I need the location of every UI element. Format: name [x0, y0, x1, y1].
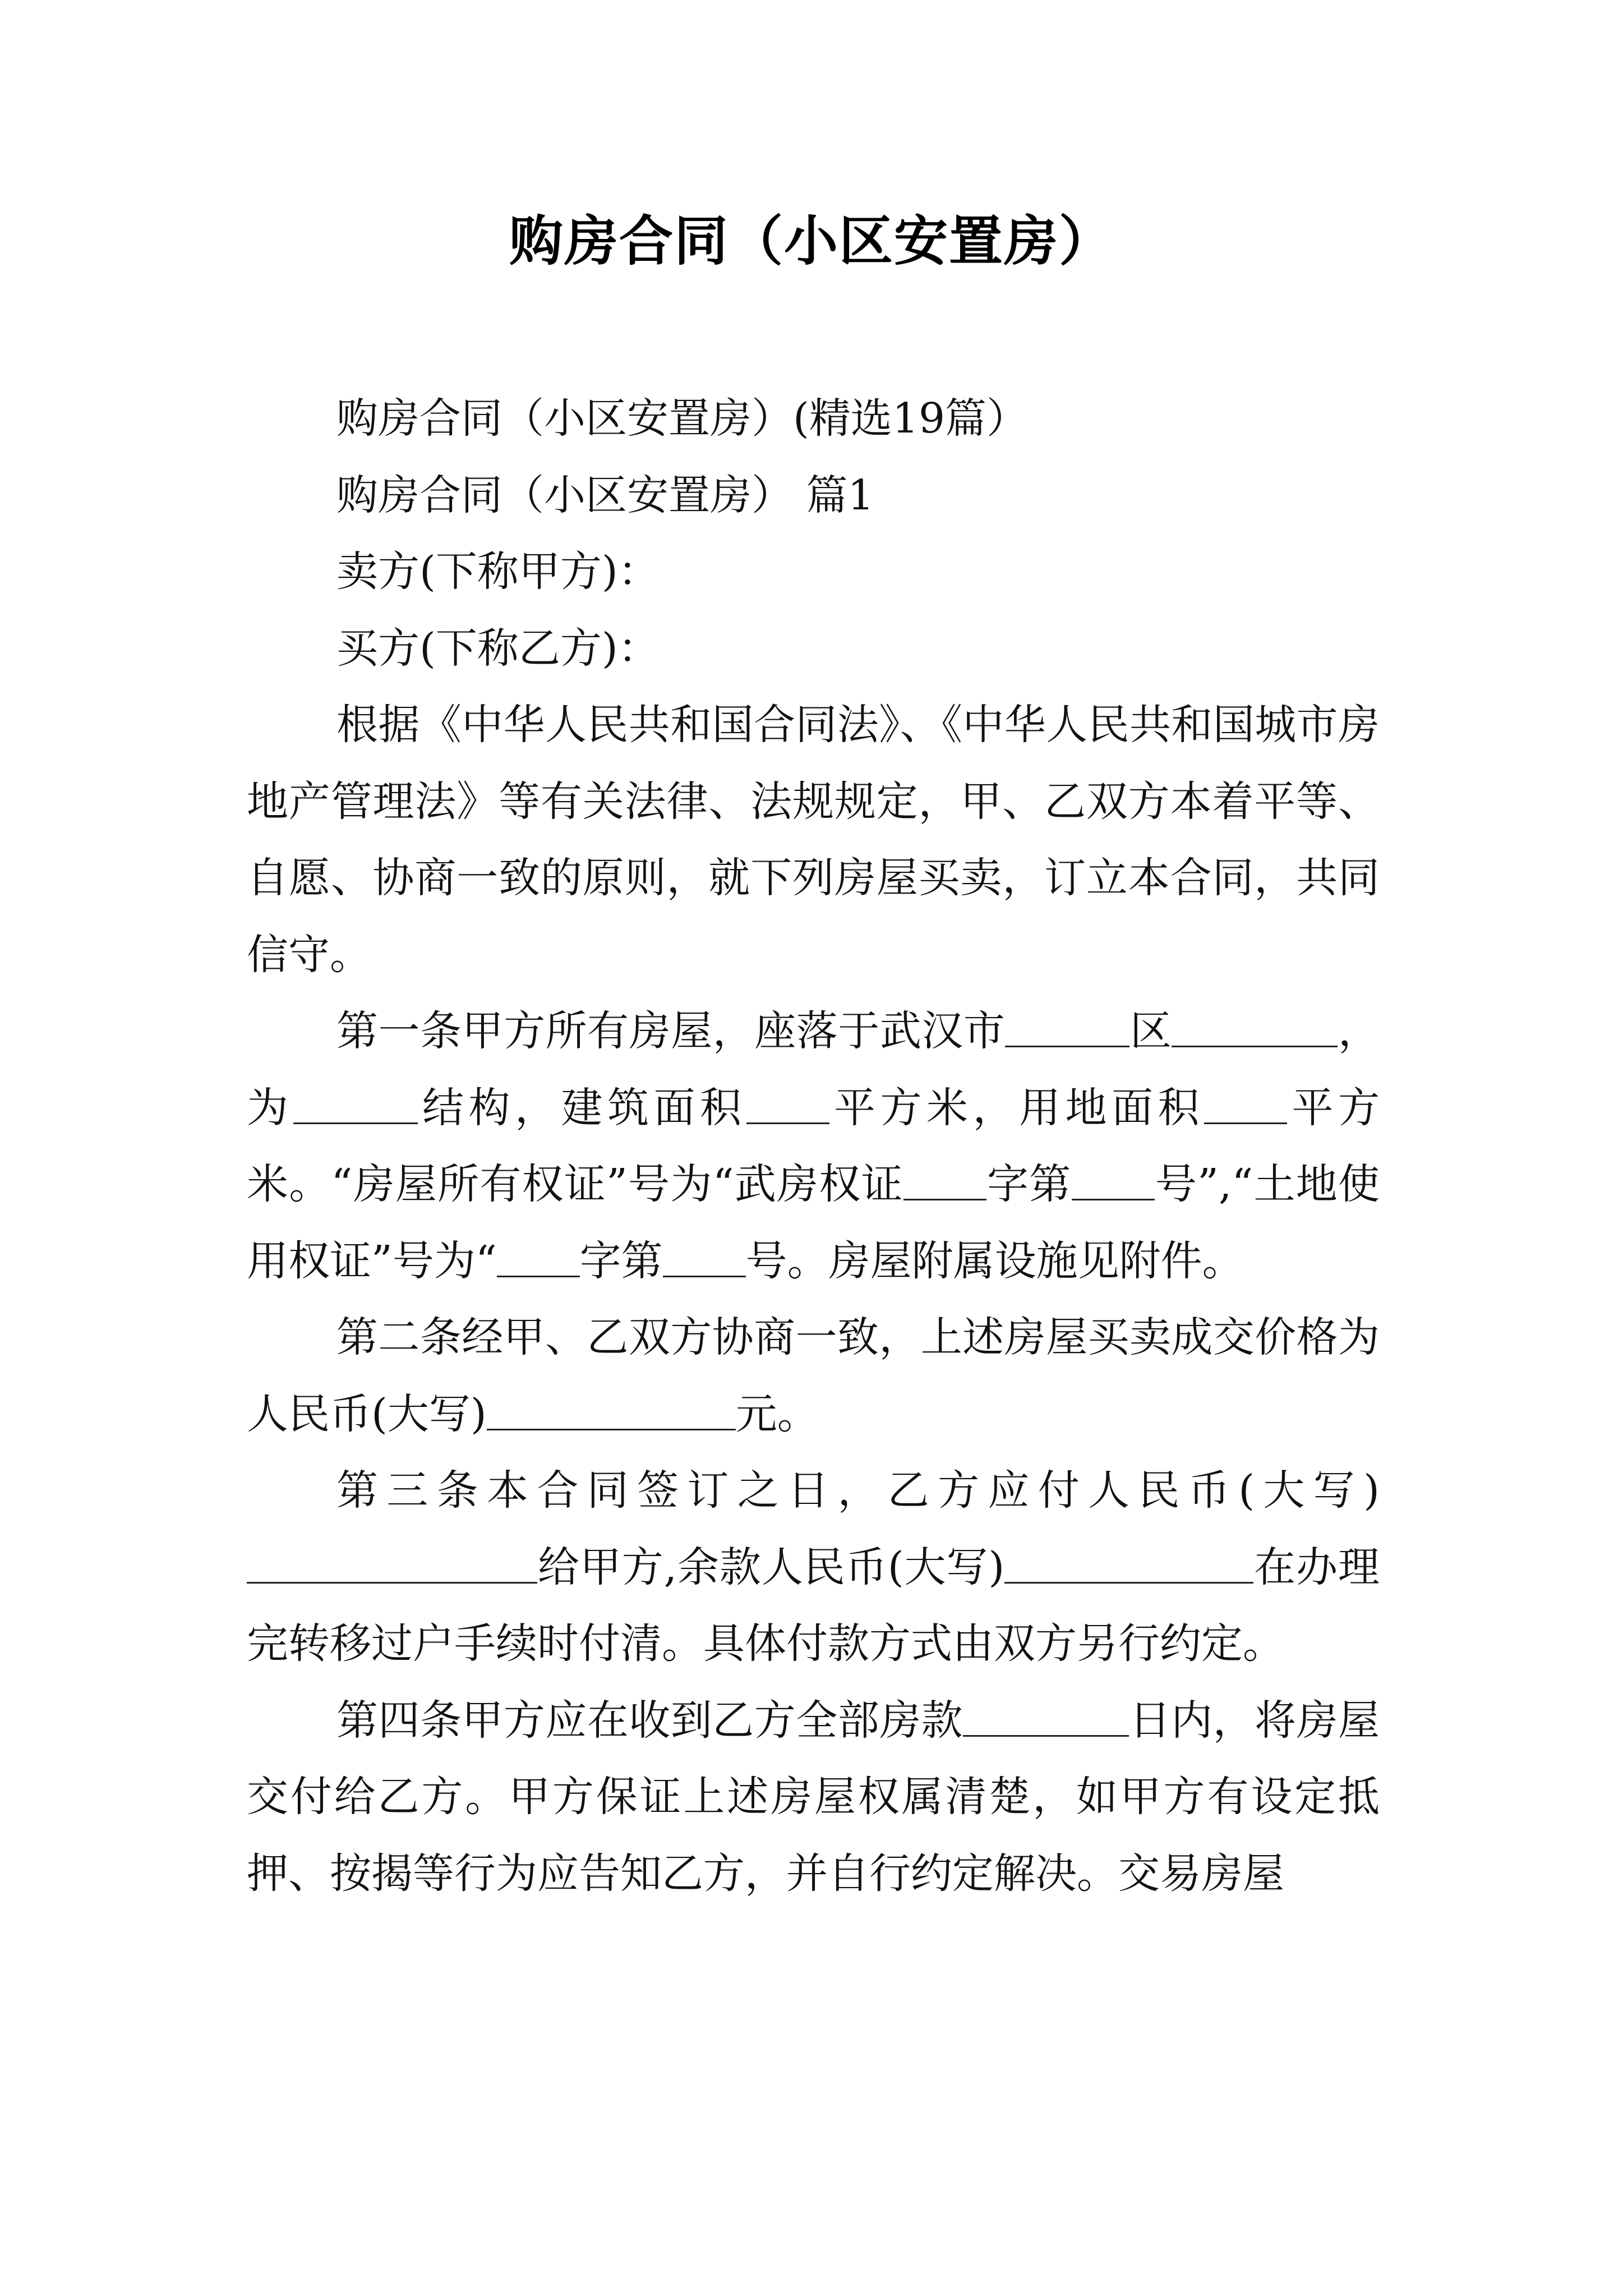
paragraph-text: 平方米。“房屋所有权证”号为“武房权证: [247, 1083, 1380, 1208]
paragraph-p7: [247, 1299, 1380, 1452]
paragraph-text: 日内，将房屋交付给乙方。甲方保证上述房屋权属清楚，如甲方有设定抵押、按揭等行为应告知乙方，并自行约定解决。交易房屋: [247, 1696, 1380, 1898]
paragraph-text: 号。房屋附属设施见附件。: [745, 1236, 1244, 1285]
paragraph-text: 第二条经甲、乙双方协商一致，上述房屋买卖成交价格为人民币(大写): [247, 1313, 1380, 1438]
paragraph-p3: [247, 533, 1380, 610]
paragraph-text: 在办理完转移过户手续时付清。具体付款方式由双方另行约定。: [247, 1543, 1380, 1668]
paragraph-text: 购房合同（小区安置房） 篇1: [336, 471, 874, 519]
fill-in-blank: [903, 1158, 986, 1200]
paragraph-text: 元。: [735, 1389, 819, 1438]
paragraph-text: 购房合同（小区安置房）(精选19篇）: [336, 394, 1029, 443]
fill-in-blank: [1004, 1542, 1253, 1584]
paragraph-text: 号”,“土地使用权证”号为“: [247, 1160, 1380, 1285]
fill-in-blank: [1072, 1158, 1155, 1200]
paragraph-p6: [247, 993, 1380, 1299]
paragraph-text: 第三条本合同签订之日，乙方应付人民币(大写): [336, 1466, 1380, 1515]
paragraph-text: 第四条甲方应在收到乙方全部房款: [336, 1696, 963, 1745]
paragraph-text: ，为: [247, 1007, 1380, 1132]
fill-in-blank: [487, 1388, 736, 1430]
document-title: 购房合同（小区安置房）: [509, 210, 1114, 273]
paragraph-text: 字第: [579, 1236, 663, 1285]
paragraph-text: 根据《中华人民共和国合同法》、《中华人民共和国城市房地产管理法》等有关法律、法规规定，甲、乙双方本着平等、自愿、协商一致的原则，就下列房屋买卖，订立本合同，共同信守。: [247, 701, 1380, 979]
fill-in-blank: [1172, 1005, 1338, 1047]
paragraph-p4: [247, 610, 1380, 687]
paragraph-text: 平方米，用地面积: [829, 1083, 1204, 1132]
paragraph-text: 卖方(下称甲方)：: [336, 547, 660, 596]
fill-in-blank: [746, 1082, 829, 1124]
paragraph-text: 给甲方,余款人民币(大写): [537, 1543, 1005, 1591]
fill-in-blank: [963, 1695, 1129, 1737]
paragraph-text: 结构，建筑面积: [417, 1083, 746, 1132]
fill-in-blank: [1204, 1082, 1287, 1124]
paragraph-p1: [247, 380, 1380, 457]
document-body: [247, 380, 1380, 1912]
paragraph-p9: [247, 1682, 1380, 1912]
fill-in-blank: [663, 1235, 746, 1277]
paragraph-text: 买方(下称乙方)：: [336, 624, 660, 673]
fill-in-blank: [497, 1235, 580, 1277]
paragraph-p8: [247, 1452, 1380, 1682]
paragraph-text: 区: [1129, 1007, 1172, 1055]
fill-in-blank: [247, 1542, 537, 1584]
fill-in-blank: [1005, 1005, 1129, 1047]
paragraph-p2: [247, 457, 1380, 534]
paragraph-p5: [247, 687, 1380, 993]
fill-in-blank: [293, 1082, 418, 1124]
paragraph-text: 第一条甲方所有房屋，座落于武汉市: [336, 1007, 1006, 1055]
paragraph-text: 字第: [986, 1160, 1072, 1208]
